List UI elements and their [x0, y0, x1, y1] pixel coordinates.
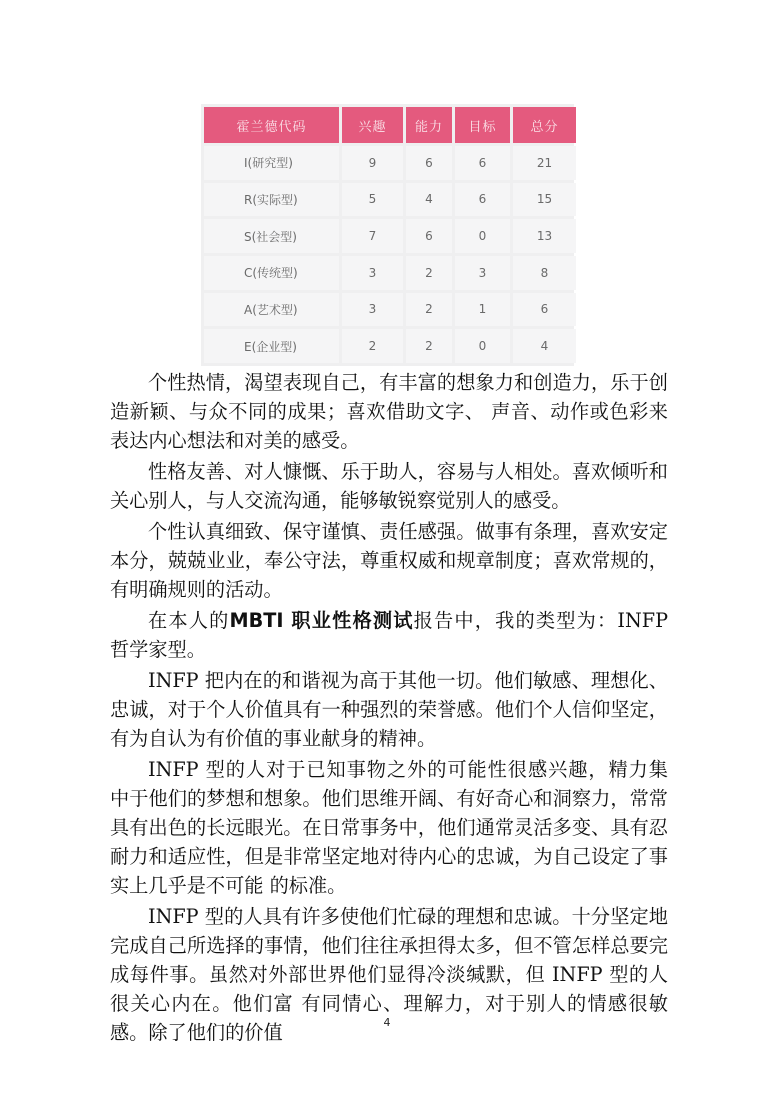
- mbti-type-text: 报告中，我的类型为：INFP 哲学家型。: [110, 609, 668, 661]
- mbti-intro-text: 在本人的: [148, 609, 230, 632]
- paragraph-mbti-result: [110, 606, 668, 664]
- cell-value: 0: [455, 329, 510, 363]
- cell-type: S(社会型): [204, 219, 339, 253]
- header-interest: 兴趣: [342, 107, 403, 143]
- cell-value: 3: [342, 293, 403, 327]
- table-row: [204, 146, 576, 180]
- cell-value: 7: [342, 219, 403, 253]
- cell-value: 4: [513, 329, 576, 363]
- cell-value: 15: [513, 183, 576, 217]
- cell-value: 3: [342, 256, 403, 290]
- paragraph-artistic: 个性热情，渴望表现自己，有丰富的想象力和创造力，乐于创造新颖、与众不同的成果；喜欢借助文字、 声音、动作或色彩来表达内心想法和对美的感受。: [110, 371, 668, 452]
- table-row: [204, 293, 576, 327]
- page-number: 4: [383, 1016, 391, 1029]
- cell-value: 1: [455, 293, 510, 327]
- cell-value: 6: [406, 219, 452, 253]
- cell-type: C(传统型): [204, 256, 339, 290]
- cell-value: 13: [513, 219, 576, 253]
- cell-value: 2: [342, 329, 403, 363]
- cell-value: 21: [513, 146, 576, 180]
- body-text: [110, 368, 668, 1049]
- table-row: [204, 256, 576, 290]
- cell-type: A(艺术型): [204, 293, 339, 327]
- paragraph-infp-possibilities: INFP 型的人对于已知事物之外的可能性很感兴趣，精力集 中于他们的梦想和想象。他们思维开阔、有好奇心和洞察力，常常具有出色的长远眼光。在日常事务中，他们通常灵活多变、具有忍耐力和适应性，但是非常坚定地对待内心的忠诚，为自己设定了事实上几乎是不可能 的标准。: [110, 758, 668, 897]
- score-table: [201, 104, 579, 366]
- cell-value: 4: [406, 183, 452, 217]
- cell-type: E(企业型): [204, 329, 339, 363]
- paragraph-social: 性格友善、对人慷慨、乐于助人，容易与人相处。喜欢倾听和关心别人，与人交流沟通，能够敏锐察觉别人的感受。: [110, 460, 668, 512]
- cell-value: 0: [455, 219, 510, 253]
- header-total: 总分: [513, 107, 576, 143]
- paragraph-conventional: 个性认真细致、保守谨慎、责任感强。做事有条理，喜欢安定本分，兢兢业业，奉公守法，尊重权威和规章制度；喜欢常规的，有明确规则的活动。: [110, 520, 668, 601]
- cell-value: 6: [406, 146, 452, 180]
- cell-value: 9: [342, 146, 403, 180]
- mbti-test-name: MBTI 职业性格测试: [229, 609, 414, 632]
- cell-value: 6: [455, 183, 510, 217]
- header-ability: 能力: [406, 107, 452, 143]
- header-code: 霍兰德代码: [204, 107, 339, 143]
- cell-value: 8: [513, 256, 576, 290]
- table-row: [204, 329, 576, 363]
- paragraph-infp-ideals: INFP 型的人具有许多使他们忙碌的理想和忠诚。十分坚定地完成自己所选择的事情，他们往往承担得太多，但不管怎样总要完成每件事。虽然对外部世界他们显得冷淡缄默，但 INFP 型的人很关心内在。他们富 有同情心、理解力，对于别人的情感很敏感。除了他们的价值: [110, 905, 668, 1044]
- cell-value: 2: [406, 329, 452, 363]
- header-goal: 目标: [455, 107, 510, 143]
- table-row: [204, 219, 576, 253]
- cell-type: I(研究型): [204, 146, 339, 180]
- table-header-row: [204, 107, 576, 143]
- cell-value: 5: [342, 183, 403, 217]
- cell-value: 2: [406, 256, 452, 290]
- table-row: [204, 183, 576, 217]
- holland-score-table: [201, 104, 574, 366]
- cell-type: R(实际型): [204, 183, 339, 217]
- cell-value: 6: [513, 293, 576, 327]
- cell-value: 3: [455, 256, 510, 290]
- paragraph-infp-harmony: INFP 把内在的和谐视为高于其他一切。他们敏感、理想化、忠诚，对于个人价值具有一种强烈的荣誉感。他们个人信仰坚定，有为自认为有价值的事业献身的精神。: [110, 669, 668, 750]
- cell-value: 2: [406, 293, 452, 327]
- cell-value: 6: [455, 146, 510, 180]
